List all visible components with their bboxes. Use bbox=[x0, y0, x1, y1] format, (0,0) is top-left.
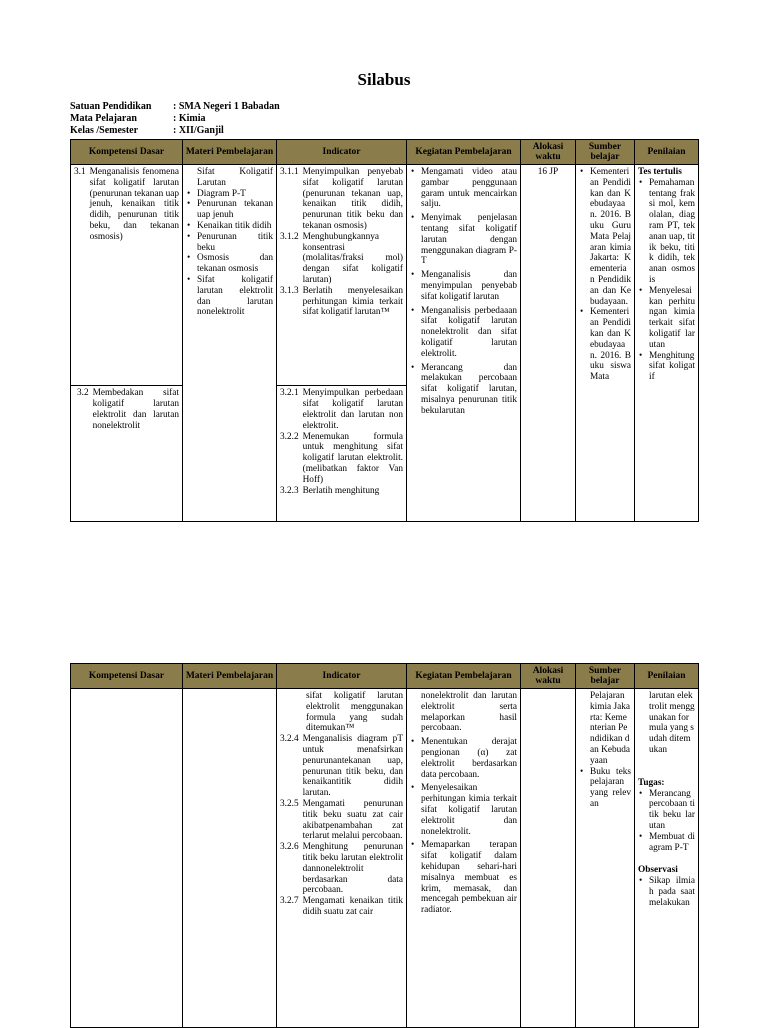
kegiatan-list bbox=[410, 737, 517, 916]
kd-3-1: 3.1 Menganalisis fenomena sifat koligatif larutan (penurunan tekanan uap jenuh, kenaikan titik didih, penurunan titik beku, dan tekanan osmosis) bbox=[71, 165, 183, 386]
kegiatan-list bbox=[410, 167, 517, 417]
kd-cell bbox=[71, 689, 183, 1028]
list-item: • Menyelesaikan perhitungan kimia terkait sifat koligatif larutan bbox=[649, 286, 695, 351]
header-sumber: Sumber belajar bbox=[576, 140, 635, 165]
header-alokasi: Alokasi waktu bbox=[521, 664, 576, 689]
header-sumber: Sumber belajar bbox=[576, 664, 635, 689]
header-materi: Materi Pembelajaran bbox=[183, 140, 277, 165]
list-item: • Osmosis dan tekanan osmosis bbox=[197, 253, 273, 275]
materi-list bbox=[186, 189, 273, 319]
tugas-list bbox=[638, 789, 695, 854]
syllabus-table-page-2 bbox=[70, 663, 699, 1028]
indikator-cell: sifat koligatif larutan elektrolit menggunakan formula yang sudah ditemukan™ 3.2.4 Menganalisis diagram pT untuk menafsirkan penurunantekanan uap, penurunan titik beku, dan kenaikantitik didih larutan. 3.2.5 Mengamati penurunan titik beku suatu zat cair akibatpenambahan zat terlarut melalui percobaan. 3.2.6 Menghitung penurunan titik beku larutan elektrolit dannonelektrolit berdasarkan data percobaan. 3.2.7 Mengamati kenaikan titik didih suatu zat cair bbox=[277, 689, 407, 1028]
list-item: • Menyimak penjelasan tentang sifat koligatif larutan dengan menggunakan diagram P-T bbox=[421, 213, 517, 267]
list-item: • Buku teks pelajaran yang relevan bbox=[590, 767, 631, 810]
list-item: • Kementerian Pendidikan dan Kebudayaan. 2016. Buku siswa Mata bbox=[590, 307, 631, 383]
sumber-list bbox=[579, 767, 631, 810]
meta-row: Satuan Pendidikan : SMA Negeri 1 Babadan bbox=[70, 101, 280, 112]
penilaian-cell: larutan elektrolit menggunakan formula yang sudah ditemukan Tugas: • Merancang percobaan titik beku larutan • Membuat diagram P-T Observasi • Sikap ilmiah pada saat melakukan bbox=[635, 689, 699, 1028]
table-row bbox=[71, 689, 699, 1028]
list-item: • Kenaikan titik didih bbox=[197, 221, 273, 232]
meta-row: Mata Pelajaran : Kimia bbox=[70, 113, 206, 124]
kegiatan-cell bbox=[407, 165, 521, 522]
header-kompetensi-dasar: Kompetensi Dasar bbox=[71, 140, 183, 165]
header-indikator: Indicator bbox=[277, 664, 407, 689]
syllabus-table-page-1 bbox=[70, 139, 699, 522]
list-item: • Pemahaman tentang fraksi mol, kemolalan, diagram PT, tekanan uap, titik beku, titik didih, tekanan osmosis bbox=[649, 178, 695, 286]
list-item: • Merancang percobaan titik beku larutan bbox=[649, 789, 695, 832]
header-materi: Materi Pembelajaran bbox=[183, 664, 277, 689]
materi-cell bbox=[183, 689, 277, 1028]
penilaian-list bbox=[638, 178, 695, 383]
indikator-3-1: 3.1.1 Menyimpulkan penyebab sifat koligatif larutan (penurunan tekanan uap, kenaikan titik didih, penurunan titik beku dan tekanan osmosis) 3.1.2 Menghubungkannya konsentrasi (molalitas/fraksi mol) dengan sifat koligatif larutan) 3.1.3 Berlatih menyelesaikan perhitungan kimia terkait sifat koligatif larutan™ bbox=[277, 165, 407, 386]
page-2 bbox=[0, 600, 768, 1024]
list-item: • Sikap ilmiah pada saat melakukan bbox=[649, 876, 695, 908]
document-meta bbox=[70, 101, 280, 137]
alokasi-cell: 16 JP bbox=[521, 165, 576, 522]
observasi-list bbox=[638, 876, 695, 908]
table-header-row bbox=[71, 140, 699, 165]
sumber-cell: Pelajaran kimia Jakarta: Kementerian Pendidikan dan Kebudayaan • Buku teks pelajaran yang relevan bbox=[576, 689, 635, 1028]
list-item: • Menghitung sifat koligatif bbox=[649, 351, 695, 383]
indikator-3-2: 3.2.1 Menyimpulkan perbedaan sifat koligatif larutan elektrolit dan larutan non elektrolit. 3.2.2 Menemukan formula untuk menghitung sifat koligatif larutan elektrolit. (melibatkan faktor Van Hoff) 3.2.3 Berlatih menghitung bbox=[277, 386, 407, 522]
alokasi-cell bbox=[521, 689, 576, 1028]
list-item: • Menganalisis perbedaaan sifat koligatif larutan nonelektrolit dan sifat koligatif larutan elektrolit. bbox=[421, 306, 517, 360]
header-alokasi: Alokasi waktu bbox=[521, 140, 576, 165]
table-row bbox=[71, 165, 699, 386]
list-item: • Menganalisis dan menyimpulan penyebab sifat koligatif larutan bbox=[421, 270, 517, 302]
list-item: • Diagram P-T bbox=[197, 189, 273, 200]
header-penilaian: Penilaian bbox=[635, 140, 699, 165]
header-indikator: Indicator bbox=[277, 140, 407, 165]
sumber-cell bbox=[576, 165, 635, 522]
list-item: • Membuat diagram P-T bbox=[649, 832, 695, 854]
materi-cell: Sifat Koligatif Larutan • Diagram P-T • Penurunan tekanan uap jenuh • Kenaikan titik didih • Penurunan titik beku • Osmosis dan tekanan osmosis • Sifat koligatif larutan elektrolit dan larutan nonelektrolit bbox=[183, 165, 277, 522]
list-item: • Penurunan tekanan uap jenuh bbox=[197, 199, 273, 221]
header-kegiatan: Kegiatan Pembelajaran bbox=[407, 140, 521, 165]
list-item: • Menyelesaikan perhitungan kimia terkait sifat koligatif larutan elektrolit dan nonelektrolit. bbox=[421, 783, 517, 837]
table-header-row bbox=[71, 664, 699, 689]
list-item: • Menentukan derajat pengionan (α) zat elektrolit berdasarkan data percobaan. bbox=[421, 737, 517, 780]
header-kegiatan: Kegiatan Pembelajaran bbox=[407, 664, 521, 689]
list-item: • Merancang dan melakukan percobaan sifat koligatif larutan, misalnya penurunan titik bekularutan bbox=[421, 363, 517, 417]
header-penilaian: Penilaian bbox=[635, 664, 699, 689]
kd-3-2: 3.2 Membedakan sifat koligatif larutan elektrolit dan larutan nonelektrolit bbox=[71, 386, 183, 522]
sumber-list bbox=[579, 167, 631, 383]
list-item: • Sifat koligatif larutan elektrolit dan larutan nonelektrolit bbox=[197, 275, 273, 318]
header-kompetensi-dasar: Kompetensi Dasar bbox=[71, 664, 183, 689]
list-item: • Memaparkan terapan sifat koligatif dalam kehidupan sehari-hari misalnya membuat es krim, memasak, dan mencegah pembekuan air radiator. bbox=[421, 840, 517, 916]
page-title: Silabus bbox=[357, 70, 411, 89]
list-item: • Kementerian Pendidikan dan Kebudayaan. 2016. Buku Guru Mata Pelajaran kimia Jakarta: Kementerian Pendidikan dan Kebudayaan. bbox=[590, 167, 631, 307]
kegiatan-cell: nonelektrolit dan larutan elektrolit serta melaporkan hasil percobaan. • Menentukan derajat pengionan (α) zat elektrolit berdasarkan data percobaan. • Menyelesaikan perhitungan kimia terkait sifat koligatif larutan elektrolit dan nonelektrolit. • Memaparkan terapan sifat koligatif dalam kehidupan sehari-hari misalnya membuat es krim, memasak, dan mencegah pembekuan air radiator. bbox=[407, 689, 521, 1028]
list-item: • Mengamati video atau gambar penggunaan garam untuk mencairkan salju. bbox=[421, 167, 517, 210]
penilaian-cell: Tes tertulis • Pemahaman tentang fraksi mol, kemolalan, diagram PT, tekanan uap, titik beku, titik didih, tekanan osmosis • Menyelesaikan perhitungan kimia terkait sifat koligatif larutan • Menghitung sifat koligatif bbox=[635, 165, 699, 522]
list-item: • Penurunan titik beku bbox=[197, 232, 273, 254]
meta-row: Kelas /Semester : XII/Ganjil bbox=[70, 125, 224, 136]
